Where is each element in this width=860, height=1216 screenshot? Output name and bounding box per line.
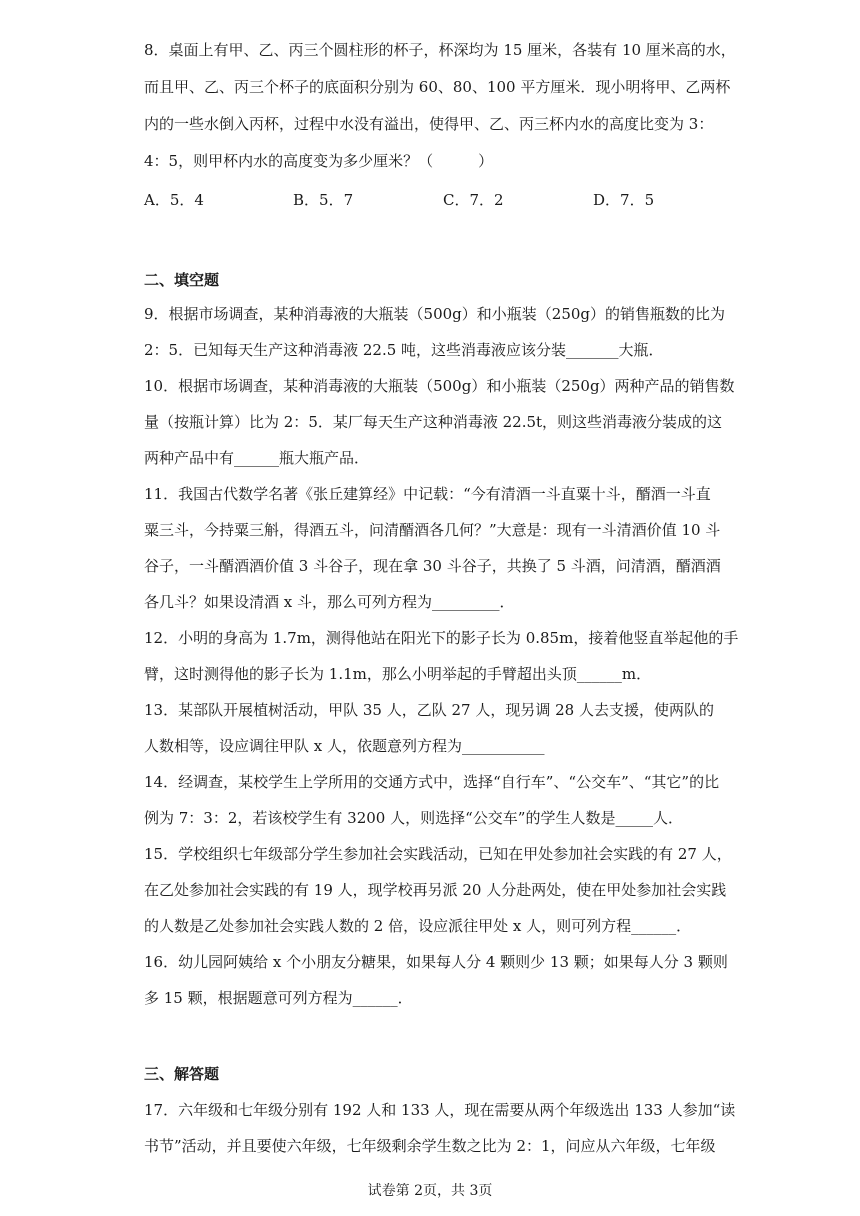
page-footer: 试卷第 2页，共 3页 — [367, 1183, 493, 1199]
fill-line-18: 的人数是乙处参加社会实践人数的 2 倍，设应派往甲处 x 人，则可列方程______． — [144, 917, 692, 935]
fill-line-6: 11．我国古代数学名著《张丘建算经》中记载：“今有清酒一斗直粟十斗，醑酒一斗直 — [144, 485, 711, 503]
q8-option-b: B．5．7 — [293, 191, 354, 209]
fill-line-17: 在乙处参加社会实践的有 19 人，现学校再另派 20 人分赴两处，使在甲处参加社会实践 — [144, 881, 727, 899]
fill-line-9: 各几斗？如果设清酒 x 斗，那么可列方程为_________． — [144, 593, 515, 611]
fill-line-20: 多 15 颗，根据题意可列方程为______． — [144, 989, 413, 1007]
fill-line-7: 粟三斗，今持粟三斛，得酒五斗，问清醑酒各几何？”大意是：现有一斗清酒价值 10 斗 — [144, 521, 721, 539]
fill-line-12: 13．某部队开展植树活动，甲队 35 人，乙队 27 人，现另调 28 人去支援，使两队的 — [144, 701, 714, 719]
fill-line-16: 15．学校组织七年级部分学生参加社会实践活动，已知在甲处参加社会实践的有 27 人， — [144, 845, 732, 863]
answer-line-2: 书节”活动，并且要使六年级，七年级剩余学生数之比为 2：1，问应从六年级，七年级 — [144, 1137, 716, 1155]
fill-line-5: 两种产品中有______瓶大瓶产品． — [144, 449, 370, 467]
q8-option-d: D．7．5 — [593, 191, 655, 209]
fill-line-15: 例为 7：3：2，若该校学生有 3200 人，则选择“公交车”的学生人数是_____人． — [144, 809, 683, 827]
fill-line-1: 9．根据市场调查，某种消毒液的大瓶装（500g）和小瓶装（250g）的销售瓶数的比为 — [144, 305, 726, 323]
fill-line-2: 2：5．已知每天生产这种消毒液 22.5 吨，这些消毒液应该分装_______大瓶． — [144, 341, 664, 359]
fill-line-10: 12．小明的身高为 1.7m，测得他站在阳光下的影子长为 0.85m，接着他竖直举起他的手 — [144, 629, 739, 647]
section-fill-in-title: 二、填空题 — [144, 271, 220, 289]
q8-option-c: C．7．2 — [443, 191, 504, 209]
answer-line-1: 17．六年级和七年级分别有 192 人和 133 人，现在需要从两个年级选出 133 人参加“读 — [144, 1101, 736, 1119]
fill-line-14: 14．经调查，某校学生上学所用的交通方式中，选择“自行车”、“公交车”、“其它”的比 — [144, 773, 720, 791]
q8-line-1: 8．桌面上有甲、乙、丙三个圆柱形的杯子，杯深均为 15 厘米，各装有 10 厘米高的水， — [144, 41, 736, 59]
fill-line-4: 量（按瓶计算）比为 2：5．某厂每天生产这种消毒液 22.5t，则这些消毒液分装成的这 — [144, 413, 723, 431]
fill-line-3: 10．根据市场调查，某种消毒液的大瓶装（500g）和小瓶装（250g）两种产品的销售数 — [144, 377, 735, 395]
q8-option-a: A．5．4 — [144, 191, 204, 209]
fill-line-19: 16．幼儿园阿姨给 x 个小朋友分糖果，如果每人分 4 颗则少 13 颗；如果每人分 3 颗则 — [144, 953, 728, 971]
fill-line-8: 谷子，一斗醑酒酒价值 3 斗谷子，现在拿 30 斗谷子，共换了 5 斗酒，问清酒，醑酒酒 — [144, 557, 721, 575]
q8-line-3: 内的一些水倒入丙杯，过程中水没有溢出，使得甲、乙、丙三杯内水的高度比变为 3： — [144, 115, 714, 133]
q8-line-4: 4：5，则甲杯内水的高度变为多少厘米？（ ） — [144, 152, 494, 170]
fill-line-13: 人数相等，设应调往甲队 x 人，依题意列方程为___________ — [144, 737, 545, 755]
q8-line-2: 而且甲、乙、丙三个杯子的底面积分别为 60、80、100 平方厘米．现小明将甲、乙两杯 — [144, 78, 731, 96]
section-answer-title: 三、解答题 — [144, 1065, 220, 1083]
fill-line-11: 臂，这时测得他的影子长为 1.1m，那么小明举起的手臂超出头顶______m． — [144, 665, 652, 683]
